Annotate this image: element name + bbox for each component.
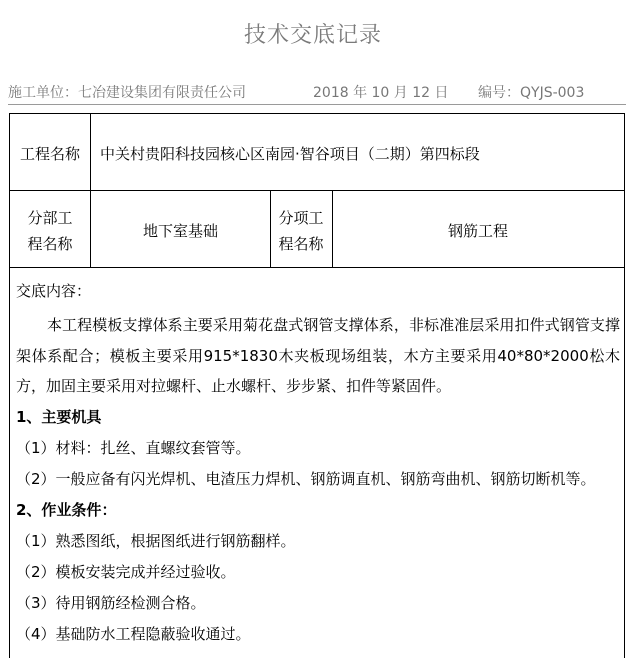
document-title: 技术交底记录 [243, 23, 382, 48]
construction-unit: 施工单位：七冶建设集团有限责任公司 [8, 85, 246, 101]
division-row [10, 191, 624, 268]
section2-item: （3）待用钢筋经检测合格。 [16, 594, 206, 612]
section2-item: （2）模板安装完成并经过验收。 [16, 563, 236, 581]
section2-item: （4）基础防水工程隐蔽验收通过。 [16, 625, 251, 643]
record-table [9, 113, 625, 658]
content-label: 交底内容： [16, 282, 92, 300]
division-label: 分部工 程名称 [27, 209, 73, 253]
intro-paragraph: 本工程模板支撑体系主要采用菊花盘式钢管支撑体系，非标准准层采用扣件式钢管支撑架体系配合；模板主要采用915*1830木夹板现场组装，木方主要采用40*80*2000松木方，加固主要采用对拉螺杆、止水螺杆、步步紧、扣件等紧固件。 [16, 316, 620, 395]
section1-item: （2）一般应备有闪光焊机、电渣压力焊机、钢筋调直机、钢筋弯曲机、钢筋切断机等。 [16, 470, 596, 488]
record-date: 2018 年 10 月 12 日 [313, 85, 449, 101]
section1-heading: 1、主要机具 [16, 408, 102, 426]
project-name-label: 工程名称 [19, 145, 80, 163]
section2-item: （1）熟悉图纸，根据图纸进行钢筋翻样。 [16, 532, 296, 550]
cell-divider [90, 114, 91, 190]
project-name-value: 中关村贵阳科技园核心区南园·智谷项目（二期）第四标段 [100, 145, 480, 163]
division-value: 地下室基础 [142, 222, 218, 240]
project-row [10, 114, 624, 191]
header-divider [8, 104, 626, 105]
subitem-label: 分项工 程名称 [278, 209, 324, 253]
section1-item: （1）材料：扎丝、直螺纹套管等。 [16, 439, 251, 457]
section2-heading: 2、作业条件： [16, 501, 117, 519]
record-number: 编号：QYJS-003 [478, 85, 585, 101]
subitem-value: 钢筋工程 [447, 222, 508, 240]
